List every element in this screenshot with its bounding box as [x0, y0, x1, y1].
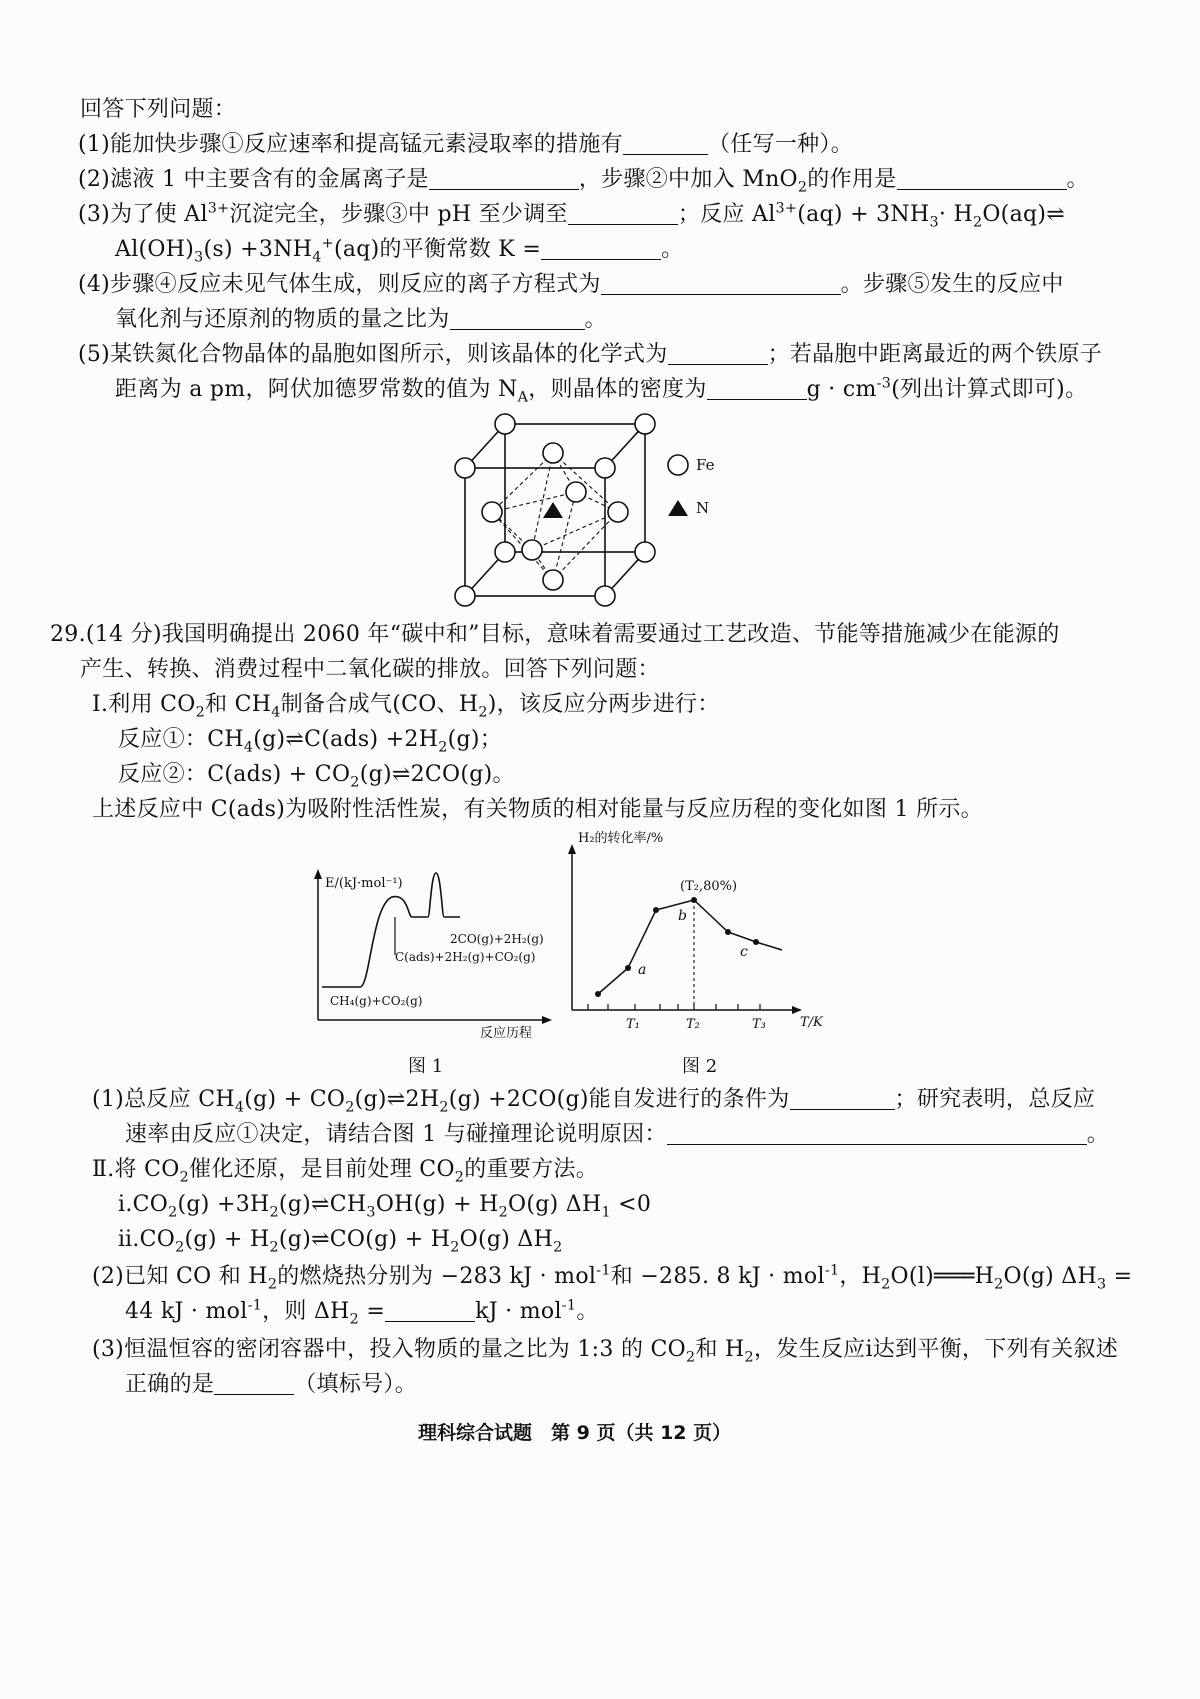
fig1-label-products: 2CO(g)+2H₂(g) [450, 932, 544, 946]
answer-blank[interactable] [707, 377, 807, 400]
legend-fe-label: Fe [696, 456, 715, 474]
q29-part-i: Ⅰ.利用 $CO_2$和 $CH_4$制备合成气(CO、$H_2$)，该反应分两步进行： [92, 692, 720, 721]
reaction-1: 反应①：$CH_4(g)\rightleftharpoons C(ads) +2H_2(g)$； [118, 727, 503, 756]
q29-sub3: (3)恒温恒容的密闭容器中，投入物质的量之比为 1:3 的 $CO_2$和 $H_2$，发生反应ⅰ达到平衡，下列有关叙述 [92, 1337, 1119, 1366]
fig2-x-ticks [588, 1004, 760, 1010]
fig1-label-intermediate: C(ads)+2H₂(g)+CO₂(g) [395, 950, 536, 964]
legend-n-label: N [696, 499, 710, 517]
fig2-point-c: c [740, 944, 748, 960]
q29-sub2-cont: 44 kJ · mol$^{-1}$，则 $\Delta H_2$ = kJ · mol$^{-1}$。 [125, 1297, 599, 1328]
figure-1-energy-diagram [300, 865, 560, 1045]
answer-blank[interactable] [897, 167, 1067, 190]
fig2-points [595, 897, 759, 997]
q29-sub1-cont: 速率由反应①决定，请结合图 1 与碰撞理论说明原因： 。 [125, 1122, 1110, 1147]
q28-part4: (4)步骤④反应未见气体生成，则反应的离子方程式为 。步骤⑤发生的反应中 [78, 272, 1064, 297]
q28-part5: (5)某铁氮化合物晶体的晶胞如图所示，则该晶体的化学式为 ；若晶胞中距离最近的两个铁原子 [78, 342, 1103, 367]
figure-2-conversion-plot [560, 828, 860, 1043]
fig1-label-reactants: CH₄(g)+CO₂(g) [330, 994, 423, 1008]
q28-part3-cont: $Al(OH)_3(s) +3NH_4^+(aq)$的平衡常数 K = 。 [115, 235, 684, 266]
q29-sub3-cont: 正确的是 （填标号）。 [125, 1372, 418, 1397]
q28-part5-cont: 距离为 a pm，阿伏加德罗常数的值为 $N_A$，则晶体的密度为 $g \cdot cm^{-3}$(列出计算式即可)。 [115, 375, 1088, 406]
answer-blank[interactable] [668, 342, 768, 365]
unit-cell-diagram [440, 410, 760, 610]
figure-1-caption: 图 1 [408, 1056, 444, 1077]
legend-fe-icon [668, 455, 688, 475]
q29-heading: 29.(14 分)我国明确提出 2060 年“碳中和”目标，意味着需要通过工艺改造、节能等措施减少在能源的 [50, 622, 1060, 647]
fig2-tick-t2: T₂ [686, 1017, 700, 1032]
fig2-y-label: H₂的转化率/% [578, 831, 664, 846]
reaction-ii: $ⅱ.CO_2(g)$ + $H_2(g)\rightleftharpoons CO(g) + H_2O(g)$ $\Delta H_2$ [118, 1227, 563, 1256]
q29-note: 上述反应中 C(ads)为吸附性活性炭，有关物质的相对能量与反应历程的变化如图 1 所示。 [92, 797, 983, 822]
conversion-curve [598, 900, 782, 994]
q28-part4-cont: 氧化剂与还原剂的物质的量之比为 。 [115, 307, 607, 332]
q29-sub2: (2)已知 CO 和 $H_2$的燃烧热分别为 −283 kJ · mol$^{-1}$和 −285. 8 kJ · mol$^{-1}$，$H_2O(l)═══H_2O(g) \Delta H_3$ = [92, 1262, 1133, 1293]
q29-sub1: (1)总反应 $CH_4(g)$ + $CO_2(g)\rightleftharpoons 2H_2(g) +2CO(g)$能自发进行的条件为 ；研究表明，总反应 [92, 1087, 1096, 1116]
legend-n-icon [668, 500, 688, 516]
n-atom [543, 502, 563, 518]
figure-2-caption: 图 2 [682, 1056, 718, 1077]
answer-blank[interactable] [568, 202, 678, 225]
fig2-peak-label: (T₂,80%) [680, 879, 738, 894]
page-footer: 理科综合试题 第 9 页（共 12 页） [418, 1422, 732, 1444]
q28-part1: (1)能加快步骤①反应速率和提高锰元素浸取率的措施有 （任写一种）。 [78, 132, 854, 157]
fig2-point-b: b [678, 908, 687, 924]
fig2-tick-t3: T₃ [752, 1017, 766, 1032]
reaction-2: 反应②：$C(ads) + CO_2(g)\rightleftharpoons 2CO(g)$。 [118, 762, 515, 791]
fig1-x-label: 反应历程 [480, 1026, 533, 1041]
fig2-x-label: T/K [800, 1015, 823, 1030]
answer-blank[interactable] [667, 1122, 1087, 1145]
reaction-i: $ⅰ.CO_2(g)$ $+3H_2(g)\rightleftharpoons CH_3OH(g) + H_2O(g)$ $\Delta H_1 <0$ [118, 1192, 652, 1221]
q29-part-ii: Ⅱ.将 $CO_2$催化还原，是目前处理 $CO_2$的重要方法。 [92, 1157, 598, 1186]
q28-part3: (3)为了使 $Al^{3+}$沉淀完全，步骤③中 pH 至少调至 ；反应 $Al^{3+}(aq) + 3NH_3\cdot$ $H_2O(aq)\rightleftharpoons$ [78, 200, 1065, 231]
fig2-point-a: a [638, 962, 647, 978]
answer-blank[interactable] [385, 1299, 475, 1322]
q29-heading-cont: 产生、转换、消费过程中二氧化碳的排放。回答下列问题： [80, 657, 660, 682]
answer-blank[interactable] [450, 307, 585, 330]
q28-intro: 回答下列问题： [80, 97, 237, 122]
fig1-y-label: E/(kJ·mol⁻¹) [325, 876, 403, 891]
answer-blank[interactable] [601, 272, 841, 295]
answer-blank[interactable] [623, 132, 708, 155]
answer-blank[interactable] [790, 1087, 895, 1110]
answer-blank[interactable] [429, 167, 579, 190]
q28-part2: (2)滤液 1 中主要含有的金属离子是 ，步骤②中加入 MnO$_2$的作用是 。 [78, 167, 1089, 196]
answer-blank[interactable] [541, 237, 661, 260]
answer-blank[interactable] [214, 1372, 294, 1395]
fig2-tick-t1: T₁ [626, 1017, 640, 1032]
